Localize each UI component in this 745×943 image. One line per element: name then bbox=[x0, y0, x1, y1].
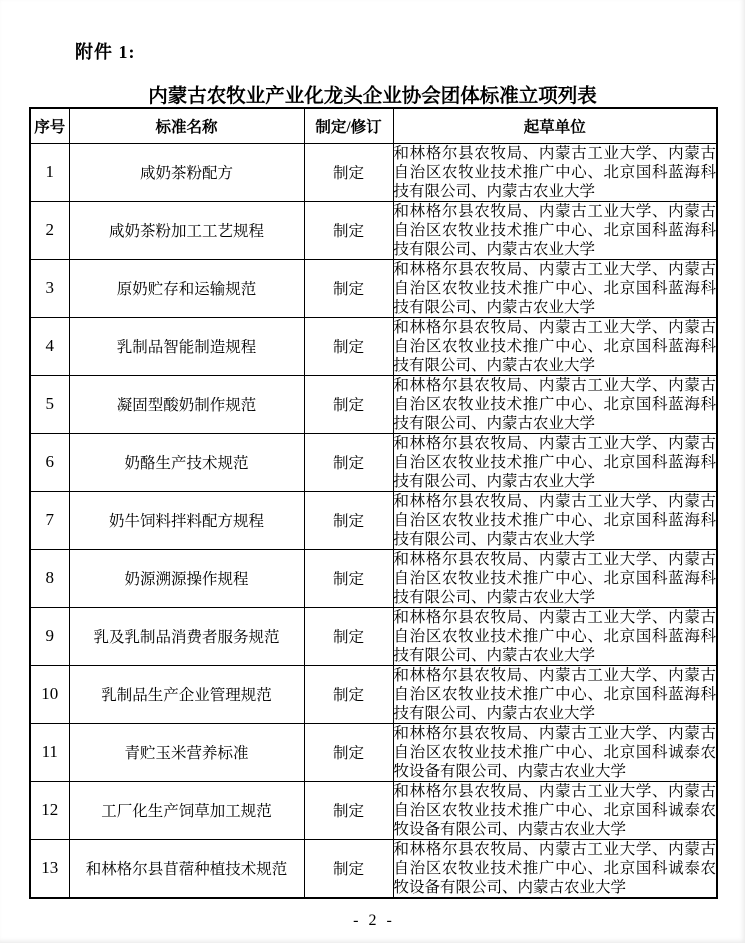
page-title: 内蒙古农牧业产业化龙头企业协会团体标准立项列表 bbox=[148, 86, 597, 107]
serial-number-cell: 13 bbox=[30, 839, 69, 898]
action-cell: 制定 bbox=[304, 549, 393, 607]
table-row bbox=[30, 839, 717, 898]
serial-number-cell: 8 bbox=[30, 549, 69, 607]
action-cell: 制定 bbox=[304, 143, 393, 201]
table-row bbox=[30, 201, 717, 259]
table-row bbox=[30, 259, 717, 317]
action-cell: 制定 bbox=[304, 665, 393, 723]
serial-number-cell: 9 bbox=[30, 607, 69, 665]
drafting-unit-cell: 和林格尔县农牧局、内蒙古工业大学、内蒙古自治区农牧业技术推广中心、北京国科蓝海科技有限公司、内蒙古农业大学 bbox=[393, 376, 716, 432]
serial-number-cell: 10 bbox=[30, 665, 69, 723]
standard-name-cell: 乳制品生产企业管理规范 bbox=[69, 665, 304, 723]
drafting-unit-cell: 和林格尔县农牧局、内蒙古工业大学、内蒙古自治区农牧业技术推广中心、北京国科蓝海科技有限公司、内蒙古农业大学 bbox=[393, 202, 716, 258]
table-row bbox=[30, 375, 717, 433]
action-cell: 制定 bbox=[304, 607, 393, 665]
serial-number-cell: 5 bbox=[30, 375, 69, 433]
table-row bbox=[30, 491, 717, 549]
table-row bbox=[30, 317, 717, 375]
table-row bbox=[30, 433, 717, 491]
drafting-unit-cell: 和林格尔县农牧局、内蒙古工业大学、内蒙古自治区农牧业技术推广中心、北京国科诚泰农牧设备有限公司、内蒙古农业大学 bbox=[393, 724, 716, 780]
serial-number-cell: 2 bbox=[30, 201, 69, 259]
page-number: - 2 - bbox=[353, 912, 392, 929]
table-row bbox=[30, 607, 717, 665]
serial-number-cell: 6 bbox=[30, 433, 69, 491]
serial-number-cell: 1 bbox=[30, 143, 69, 201]
serial-number-cell: 12 bbox=[30, 781, 69, 839]
standard-name-cell: 咸奶茶粉加工工艺规程 bbox=[69, 201, 304, 259]
drafting-unit-cell: 和林格尔县农牧局、内蒙古工业大学、内蒙古自治区农牧业技术推广中心、北京国科蓝海科技有限公司、内蒙古农业大学 bbox=[393, 434, 716, 490]
table-row bbox=[30, 143, 717, 201]
action-cell: 制定 bbox=[304, 259, 393, 317]
standard-name-cell: 奶源溯源操作规程 bbox=[69, 549, 304, 607]
column-header-action: 制定/修订 bbox=[304, 108, 393, 143]
action-cell: 制定 bbox=[304, 491, 393, 549]
standard-name-cell: 咸奶茶粉配方 bbox=[69, 143, 304, 201]
table-body bbox=[30, 143, 717, 898]
standard-name-cell: 和林格尔县苜蓿种植技术规范 bbox=[69, 839, 304, 898]
standard-name-cell: 乳及乳制品消费者服务规范 bbox=[69, 607, 304, 665]
standard-name-cell: 奶牛饲料拌料配方规程 bbox=[69, 491, 304, 549]
drafting-unit-cell: 和林格尔县农牧局、内蒙古工业大学、内蒙古自治区农牧业技术推广中心、北京国科蓝海科技有限公司、内蒙古农业大学 bbox=[393, 492, 716, 548]
standards-table bbox=[29, 107, 718, 899]
column-header-serial: 序号 bbox=[30, 108, 69, 143]
attachment-label: 附件 1: bbox=[75, 42, 136, 62]
drafting-unit-cell: 和林格尔县农牧局、内蒙古工业大学、内蒙古自治区农牧业技术推广中心、北京国科诚泰农牧设备有限公司、内蒙古农业大学 bbox=[393, 782, 716, 838]
serial-number-cell: 3 bbox=[30, 259, 69, 317]
drafting-unit-cell: 和林格尔县农牧局、内蒙古工业大学、内蒙古自治区农牧业技术推广中心、北京国科蓝海科技有限公司、内蒙古农业大学 bbox=[393, 260, 716, 316]
table-row bbox=[30, 781, 717, 839]
column-header-standard-name: 标准名称 bbox=[69, 108, 304, 143]
drafting-unit-cell: 和林格尔县农牧局、内蒙古工业大学、内蒙古自治区农牧业技术推广中心、北京国科蓝海科技有限公司、内蒙古农业大学 bbox=[393, 550, 716, 606]
standard-name-cell: 凝固型酸奶制作规范 bbox=[69, 375, 304, 433]
drafting-unit-cell: 和林格尔县农牧局、内蒙古工业大学、内蒙古自治区农牧业技术推广中心、北京国科蓝海科技有限公司、内蒙古农业大学 bbox=[393, 318, 716, 374]
drafting-unit-cell: 和林格尔县农牧局、内蒙古工业大学、内蒙古自治区农牧业技术推广中心、北京国科诚泰农牧设备有限公司、内蒙古农业大学 bbox=[393, 840, 716, 896]
standard-name-cell: 奶酪生产技术规范 bbox=[69, 433, 304, 491]
action-cell: 制定 bbox=[304, 433, 393, 491]
serial-number-cell: 4 bbox=[30, 317, 69, 375]
table-header-row bbox=[30, 108, 717, 143]
action-cell: 制定 bbox=[304, 781, 393, 839]
drafting-unit-cell: 和林格尔县农牧局、内蒙古工业大学、内蒙古自治区农牧业技术推广中心、北京国科蓝海科技有限公司、内蒙古农业大学 bbox=[393, 666, 716, 722]
action-cell: 制定 bbox=[304, 375, 393, 433]
action-cell: 制定 bbox=[304, 723, 393, 781]
drafting-unit-cell: 和林格尔县农牧局、内蒙古工业大学、内蒙古自治区农牧业技术推广中心、北京国科蓝海科技有限公司、内蒙古农业大学 bbox=[393, 144, 716, 200]
serial-number-cell: 7 bbox=[30, 491, 69, 549]
serial-number-cell: 11 bbox=[30, 723, 69, 781]
column-header-drafting-unit: 起草单位 bbox=[393, 108, 717, 143]
table-row bbox=[30, 665, 717, 723]
action-cell: 制定 bbox=[304, 839, 393, 898]
standard-name-cell: 原奶贮存和运输规范 bbox=[69, 259, 304, 317]
action-cell: 制定 bbox=[304, 201, 393, 259]
standard-name-cell: 工厂化生产饲草加工规范 bbox=[69, 781, 304, 839]
drafting-unit-cell: 和林格尔县农牧局、内蒙古工业大学、内蒙古自治区农牧业技术推广中心、北京国科蓝海科技有限公司、内蒙古农业大学 bbox=[393, 608, 716, 664]
standard-name-cell: 青贮玉米营养标准 bbox=[69, 723, 304, 781]
table-row bbox=[30, 723, 717, 781]
standard-name-cell: 乳制品智能制造规程 bbox=[69, 317, 304, 375]
action-cell: 制定 bbox=[304, 317, 393, 375]
table-row bbox=[30, 549, 717, 607]
